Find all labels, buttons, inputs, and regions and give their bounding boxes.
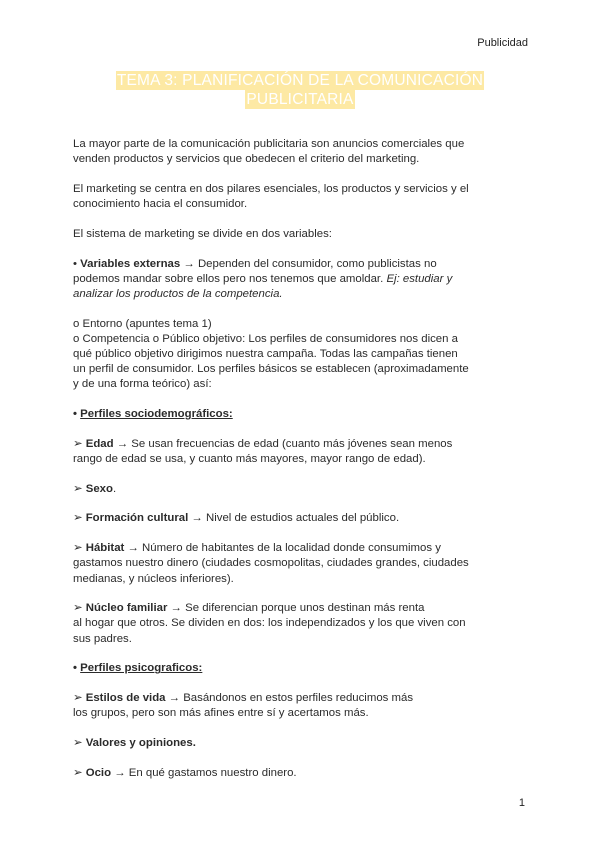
text-line: al hogar que otros. Se dividen en dos: los independizados y los que viven con (73, 617, 466, 630)
text-line: sus padres. (73, 632, 132, 645)
text-segment: → Se diferencian porque unos destinan más renta (167, 602, 425, 615)
text-line (73, 766, 529, 781)
item-formacion-cultural (73, 511, 529, 526)
term-estilos-de-vida: Estilos de vida (85, 692, 166, 705)
text-line: medianas, y núcleos inferiores). (73, 572, 234, 585)
title-line-1: TEMA 3: PLANIFICACIÓN DE LA COMUNICACIÓN (116, 72, 484, 89)
item-edad (73, 437, 529, 467)
text-segment: → En qué gastamos nuestro dinero. (111, 766, 297, 779)
page-title (72, 71, 528, 109)
text-line: venden productos y servicios que obedecen el criterio del marketing. (73, 153, 420, 166)
text-line: un perfil de consumidor. Los perfiles básicos se establecen (aproximadamente (73, 363, 469, 376)
arrow-bullet: ➢ (73, 542, 86, 555)
text-line: o Entorno (apuntes tema 1) (73, 317, 212, 330)
title-line-2: PUBLICITARIA (246, 91, 354, 108)
arrow-bullet: ➢ (73, 482, 86, 495)
item-estilos-de-vida (73, 691, 529, 721)
section-heading: Perfiles sociodemográficos: (80, 408, 233, 421)
text-segment: → Nivel de estudios actuales del público. (188, 512, 400, 525)
text-segment: . (112, 482, 117, 495)
text-line (73, 601, 529, 616)
text-line (73, 661, 529, 676)
text-line (73, 482, 529, 497)
item-habitat (73, 541, 529, 587)
heading-perfiles-psicograficos (73, 661, 529, 676)
example-text: analizar los productos de la competencia. (73, 287, 283, 300)
text-line (73, 511, 529, 526)
term-variables-externas: Variables externas (80, 257, 181, 270)
text-segment: podemos mandar sobre ellos pero nos tenemos que amoldar. (73, 272, 387, 285)
section-heading: Perfiles psicograficos: (80, 662, 203, 675)
text-line (73, 736, 529, 751)
item-valores-opiniones (73, 736, 529, 751)
page-number: 1 (518, 797, 525, 809)
bullet: • (73, 408, 81, 421)
text-line (73, 407, 529, 422)
text-segment: → Se usan frecuencias de edad (cuanto más jóvenes sean menos (113, 437, 453, 450)
heading-perfiles-sociodemograficos (73, 407, 529, 422)
text-segment: → Número de habitantes de la localidad donde consumimos y (124, 542, 441, 555)
item-sexo (73, 482, 529, 497)
text-line: El marketing se centra en dos pilares esenciales, los productos y servicios y el (73, 182, 469, 195)
paragraph-marketing-pillars (73, 182, 529, 212)
arrow-bullet: ➢ (73, 437, 86, 450)
term-formacion-cultural: Formación cultural (85, 512, 189, 525)
arrow-bullet: ➢ (73, 766, 86, 779)
arrow-bullet: ➢ (73, 692, 86, 705)
text-line: rango de edad se usa, y cuanto más mayores, mayor rango de edad). (73, 453, 426, 466)
header-section-label: Publicidad (477, 37, 528, 49)
text-line: o Competencia o Público objetivo: Los perfiles de consumidores nos dicen a (73, 332, 458, 345)
term-habitat: Hábitat (85, 542, 125, 555)
text-segment: → Dependen del consumidor, como publicistas no (180, 257, 437, 270)
text-line (73, 691, 529, 706)
text-line: y de una forma teórico) así: (73, 378, 212, 391)
term-ocio: Ocio (85, 766, 112, 779)
paragraph-variables-intro (73, 227, 529, 242)
text-segment: → Basándonos en estos perfiles reducimos más (165, 692, 414, 705)
term-sexo: Sexo (85, 482, 113, 495)
text-line: gastamos nuestro dinero (ciudades cosmopolitas, ciudades grandes, ciudades (73, 557, 469, 570)
document-body (73, 137, 529, 795)
text-line (73, 257, 529, 272)
text-line: conocimiento hacia el consumidor. (73, 198, 248, 211)
term-edad: Edad (85, 437, 114, 450)
arrow-bullet: ➢ (73, 736, 86, 749)
item-ocio (73, 766, 529, 781)
paragraph-variables-externas (73, 257, 529, 303)
term-nucleo-familiar: Núcleo familiar (85, 602, 168, 615)
paragraph-entorno-competencia (73, 317, 529, 393)
text-line: La mayor parte de la comunicación publicitaria son anuncios comerciales que (73, 138, 465, 150)
bullet: • (73, 257, 81, 270)
arrow-bullet: ➢ (73, 512, 86, 525)
paragraph-intro (73, 137, 529, 167)
arrow-bullet: ➢ (73, 602, 86, 615)
text-line (73, 437, 529, 452)
example-text: Ej: estudiar y (386, 272, 453, 285)
text-line: El sistema de marketing se divide en dos variables: (73, 227, 332, 240)
text-line: qué público objetivo dirigimos nuestra campaña. Todas las campañas tienen (73, 348, 458, 361)
text-line: los grupos, pero son más afines entre sí y acertamos más. (73, 707, 369, 720)
term-valores-opiniones: Valores y opiniones. (85, 736, 196, 749)
item-nucleo-familiar (73, 601, 529, 647)
bullet: • (73, 662, 81, 675)
text-line (73, 541, 529, 556)
text-line (73, 272, 529, 287)
